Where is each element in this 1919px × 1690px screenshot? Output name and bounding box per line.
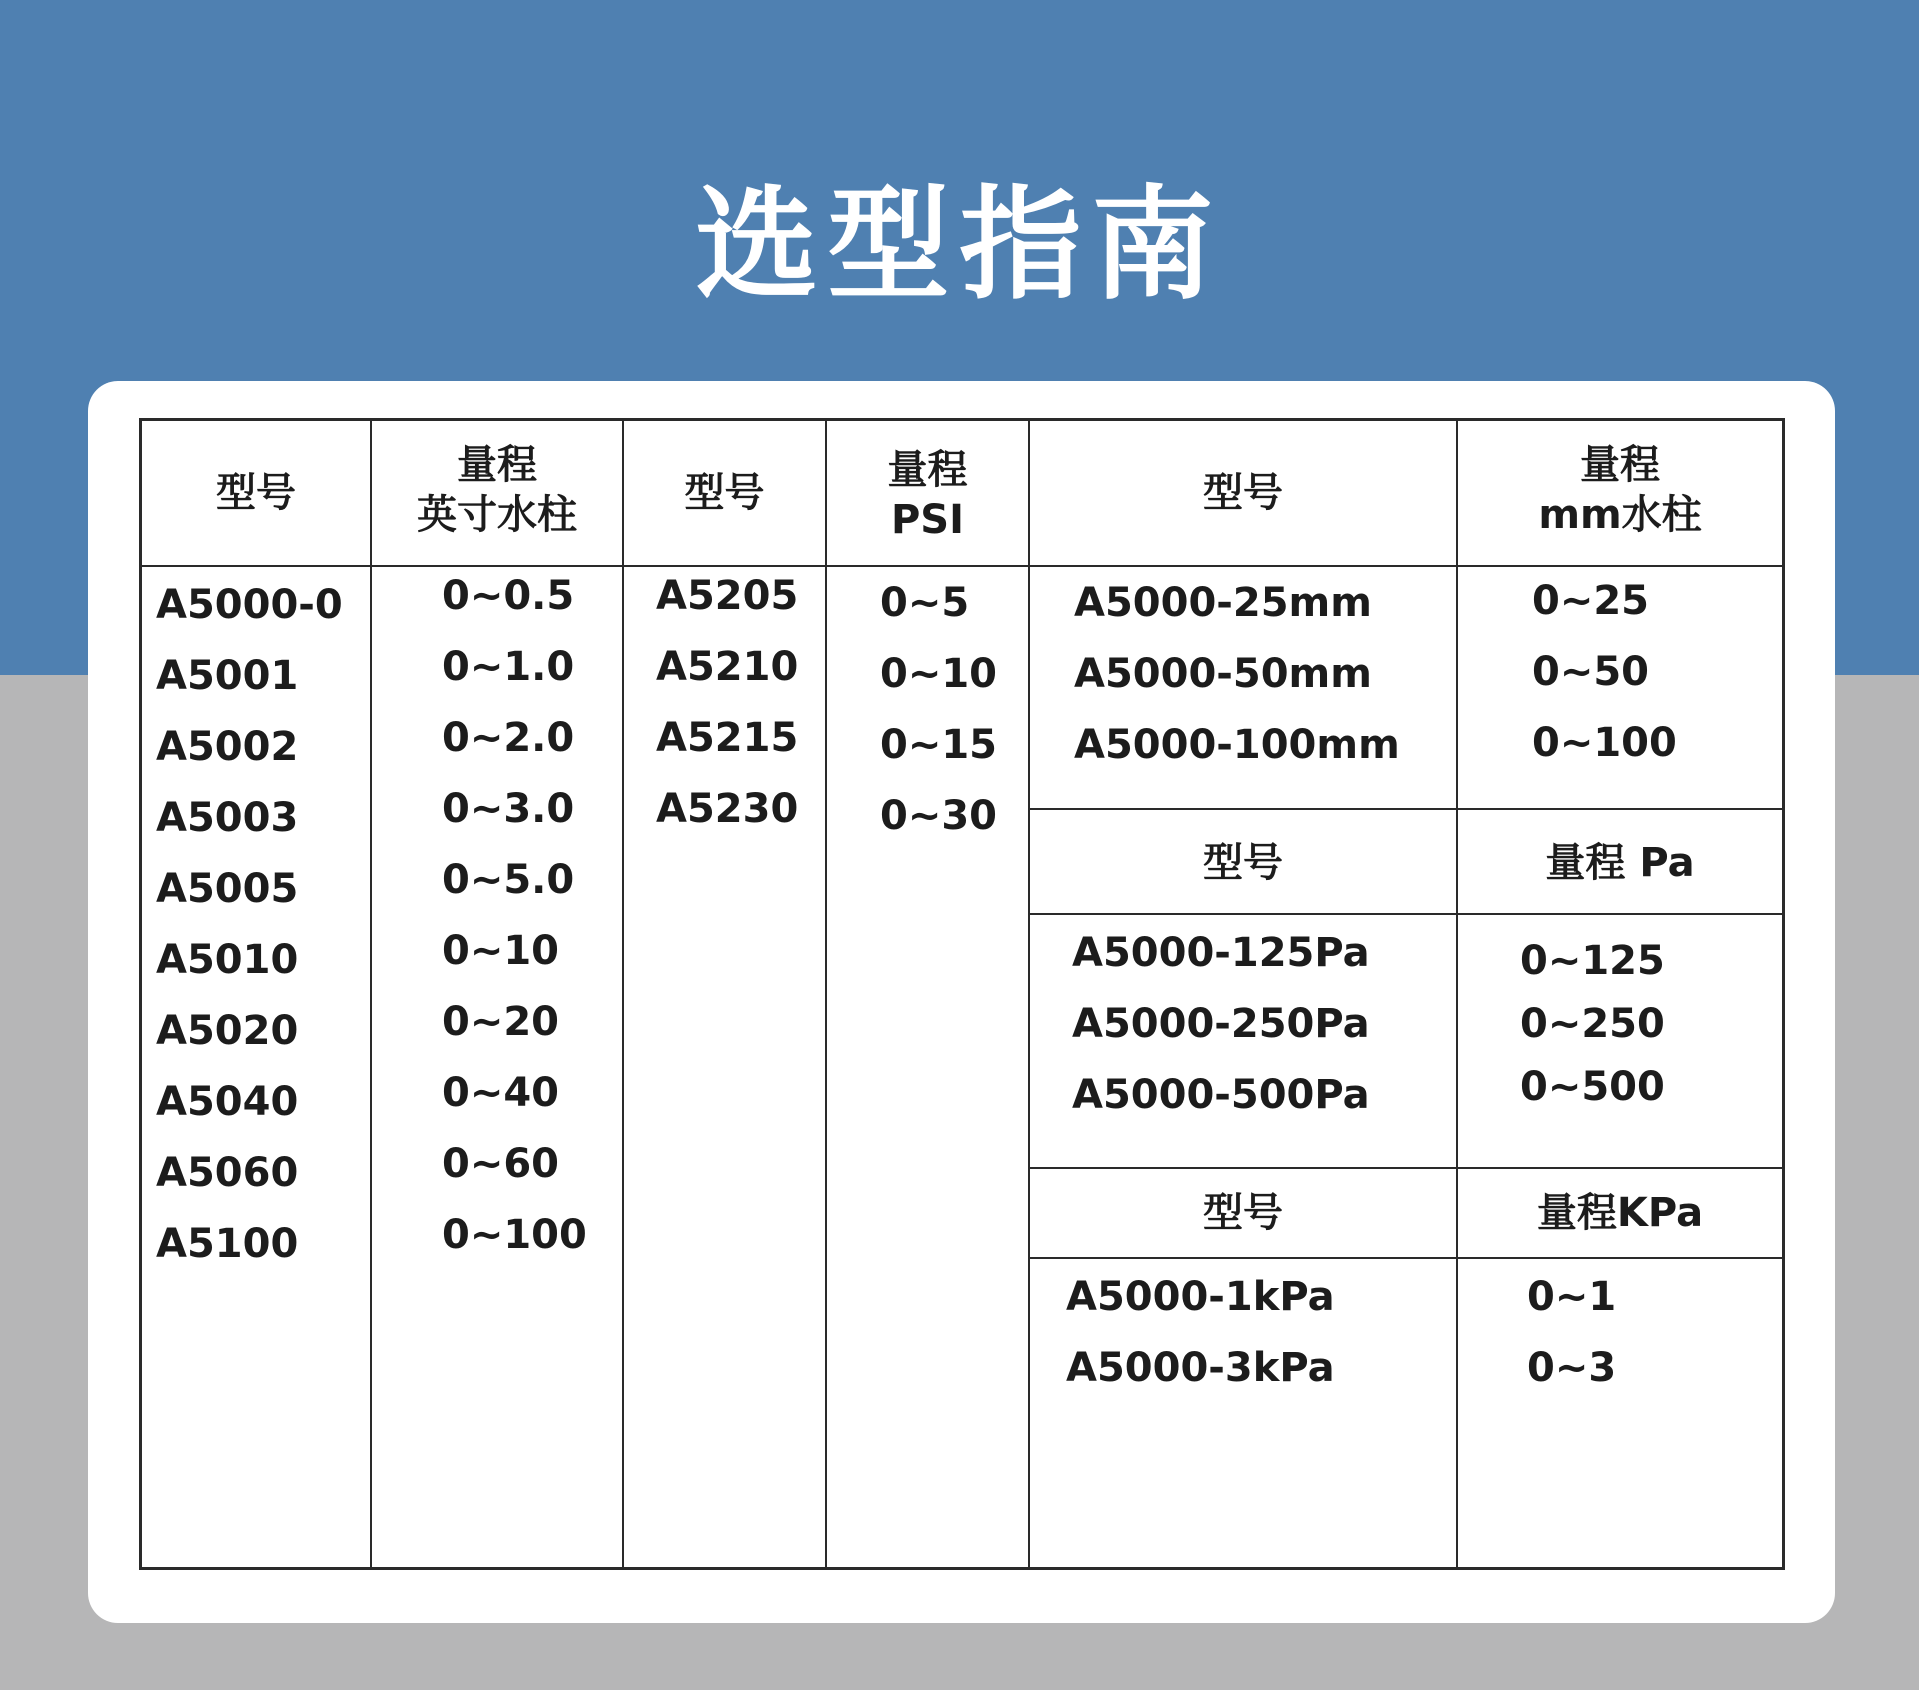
list-item: 0~60 <box>442 1141 560 1187</box>
list-item: 0~1 <box>1527 1274 1617 1320</box>
list-item: 0~5.0 <box>442 857 575 903</box>
header-model-kpa: 型号 <box>1203 1190 1283 1236</box>
header-range-inch <box>372 440 622 540</box>
page-title: 选型指南 <box>695 174 1224 316</box>
list-item: A5040 <box>156 1079 299 1125</box>
list-item: 0~100 <box>442 1212 587 1258</box>
header-range-pa: 量程 Pa <box>1545 840 1695 886</box>
psi-models-list <box>656 571 798 855</box>
list-item: A5210 <box>656 644 799 690</box>
list-item: A5060 <box>156 1150 299 1196</box>
psi-ranges-list <box>880 578 997 862</box>
list-item: 0~5 <box>880 580 970 626</box>
header-model-mm: 型号 <box>1203 470 1283 516</box>
list-item: A5000-0 <box>156 582 343 628</box>
list-item: 0~20 <box>442 999 560 1045</box>
list-item: A5230 <box>656 786 799 832</box>
list-item: A5000-25mm <box>1074 580 1372 626</box>
list-item: 0~25 <box>1532 578 1650 624</box>
list-item: A5005 <box>156 866 299 912</box>
list-item: 0~0.5 <box>442 573 575 619</box>
list-item: A5000-3kPa <box>1066 1345 1335 1391</box>
header-range-psi <box>827 445 1028 545</box>
list-item: A5100 <box>156 1221 299 1267</box>
list-item: A5003 <box>156 795 299 841</box>
mm-ranges-list <box>1532 576 1677 789</box>
header-range-inch-line1: 量程 <box>457 442 537 488</box>
header-range-kpa: 量程KPa <box>1536 1190 1704 1236</box>
list-item: 0~125 <box>1520 938 1665 984</box>
header-range-psi-line1: 量程 <box>887 447 968 493</box>
list-item: 0~2.0 <box>442 715 575 761</box>
list-item: A5000-250Pa <box>1072 1001 1370 1047</box>
list-item: 0~30 <box>880 793 998 839</box>
header-model-inch: 型号 <box>216 470 296 516</box>
header-range-inch-line2: 英寸水柱 <box>417 492 577 538</box>
pa-ranges-list <box>1520 936 1665 1125</box>
list-item: A5001 <box>156 653 299 699</box>
header-model-psi: 型号 <box>684 470 765 516</box>
list-item: 0~10 <box>442 928 560 974</box>
list-item: A5020 <box>156 1008 299 1054</box>
list-item: 0~250 <box>1520 1001 1665 1047</box>
header-range-mm-line2: mm水柱 <box>1538 492 1702 538</box>
list-item: 0~15 <box>880 722 998 768</box>
kpa-ranges-list <box>1527 1272 1616 1414</box>
list-item: A5000-50mm <box>1074 651 1372 697</box>
kpa-models-list <box>1066 1272 1335 1414</box>
list-item: 0~40 <box>442 1070 560 1116</box>
list-item: A5205 <box>656 573 799 619</box>
list-item: A5010 <box>156 937 299 983</box>
header-model-pa: 型号 <box>1203 840 1283 886</box>
list-item: A5000-125Pa <box>1072 930 1370 976</box>
list-item: 0~50 <box>1532 649 1650 695</box>
pa-models-list <box>1072 928 1370 1141</box>
list-item: 0~3 <box>1527 1345 1617 1391</box>
list-item: 0~500 <box>1520 1064 1665 1110</box>
list-item: 0~1.0 <box>442 644 575 690</box>
list-item: A5002 <box>156 724 299 770</box>
inch-models-list <box>156 580 343 1290</box>
mm-models-list <box>1074 578 1400 791</box>
header-range-mm-line1: 量程 <box>1580 442 1660 488</box>
header-range-psi-line2: PSI <box>890 497 964 543</box>
list-item: A5000-1kPa <box>1066 1274 1335 1320</box>
list-item: 0~10 <box>880 651 998 697</box>
list-item: A5000-500Pa <box>1072 1072 1370 1118</box>
list-item: A5000-100mm <box>1074 722 1400 768</box>
list-item: 0~3.0 <box>442 786 575 832</box>
list-item: A5215 <box>656 715 799 761</box>
list-item: 0~100 <box>1532 720 1677 766</box>
inch-ranges-list <box>442 571 587 1281</box>
header-range-mm <box>1458 440 1782 540</box>
